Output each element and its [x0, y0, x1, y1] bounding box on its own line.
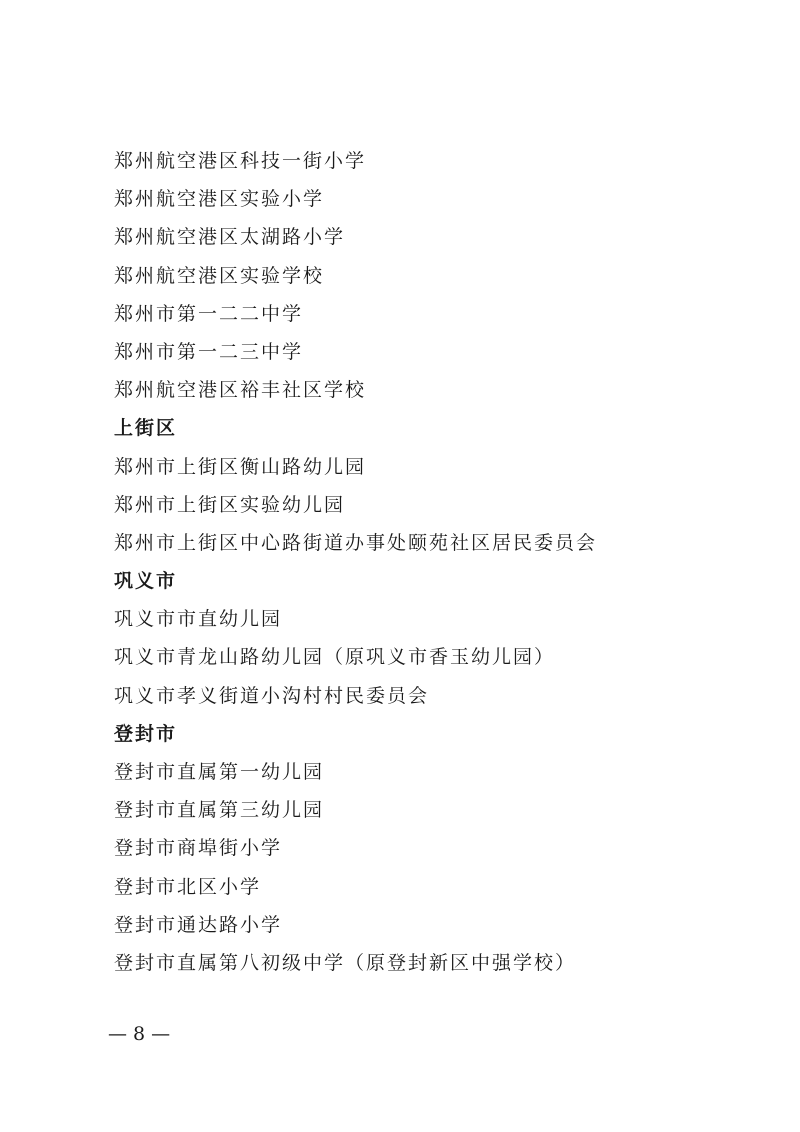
list-item: 登封市商埠街小学: [114, 837, 283, 860]
list-item: 巩义市青龙山路幼儿园（原巩义市香玉幼儿园）: [114, 646, 556, 669]
list-item: 巩义市孝义街道小沟村村民委员会: [114, 684, 430, 707]
list-item: 郑州航空港区科技一街小学: [114, 150, 367, 172]
page-number: — 8 —: [108, 1023, 171, 1045]
list-item: 郑州航空港区裕丰社区学校: [114, 379, 367, 402]
list-item: 郑州市上街区中心路街道办事处颐苑社区居民委员会: [114, 531, 598, 554]
list-item: 登封市直属第一幼儿园: [114, 761, 325, 783]
list-item: 郑州航空港区实验学校: [114, 264, 325, 287]
list-item: 登封市北区小学: [114, 875, 262, 898]
list-item: 郑州市第一二二中学: [114, 302, 304, 325]
list-item: 郑州航空港区实验小学: [114, 188, 325, 211]
list-item: 巩义市市直幼儿园: [114, 608, 283, 631]
list-item: 郑州市第一二三中学: [114, 340, 304, 363]
list-item: 登封市直属第八初级中学（原登封新区中强学校）: [114, 951, 577, 974]
section-heading-dengfeng: 登封市: [114, 722, 178, 745]
list-item: 郑州市上街区实验幼儿园: [114, 493, 346, 516]
list-item: 登封市通达路小学: [114, 913, 283, 936]
section-heading-gongyi: 巩义市: [114, 570, 178, 593]
list-item: 郑州航空港区太湖路小学: [114, 226, 346, 249]
list-item: 郑州市上街区衡山路幼儿园: [114, 455, 367, 478]
list-item: 登封市直属第三幼儿园: [114, 799, 325, 822]
section-heading-shangjie: 上街区: [114, 417, 178, 440]
institution-list: [114, 142, 754, 982]
